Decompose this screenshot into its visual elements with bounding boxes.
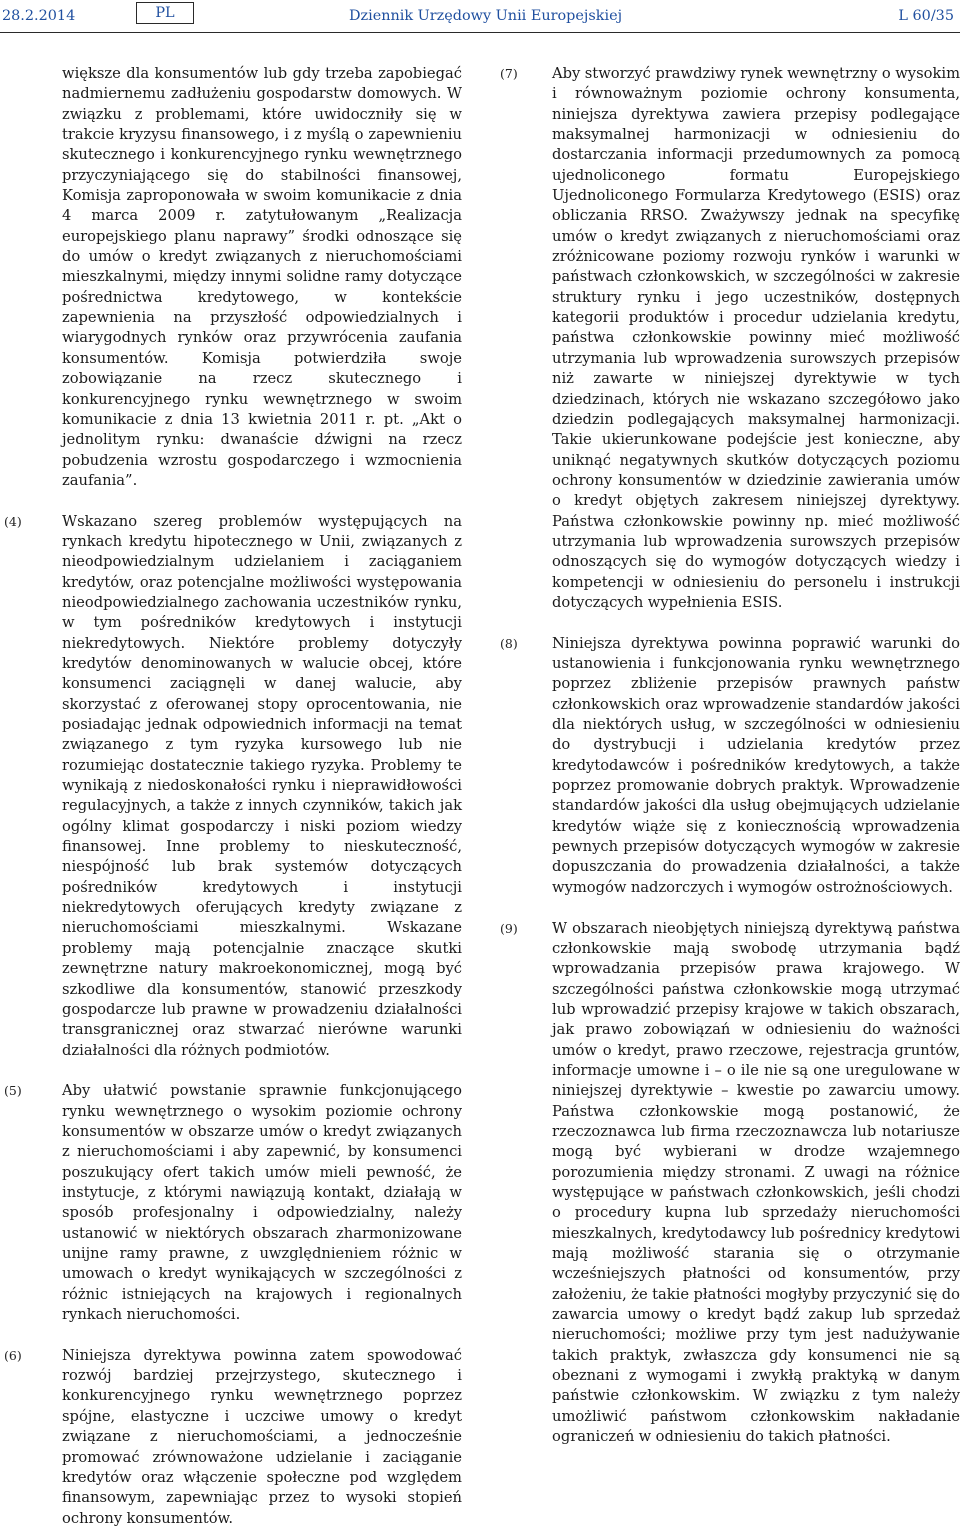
paragraph-continuation (0, 64, 462, 491)
recital-number: (9) (500, 920, 518, 936)
journal-title: Dziennik Urzędowy Unii Europejskiej (349, 8, 623, 24)
recital-6 (0, 1346, 462, 1529)
recital-text: Aby ułatwić powstanie sprawnie funkcjonującego rynku wewnętrznego o wysokim poziomie ochrony konsumentów w obszarze umów o kredyt związanych z nieruchomościami i aby zapewnić, by konsumenci poszukujący ofert takich umów mieli pewność, że instytucje, z którymi nawiązują kontakt, działają w sposób profesjonalny i odpowiedzialny, należy ustanowić w niektórych obszarach zharmonizowane unijne ramy prawne, z uwzględnieniem różnic w umowach o kredyt wynikających w szczególności z różnic istniejących na krajowych i regionalnych rynkach nieruchomości. (62, 1082, 462, 1324)
publication-date: 28.2.2014 (2, 8, 76, 24)
recital-text: Wskazano szereg problemów występujących na rynkach kredytu hipotecznego w Unii, związanych z nieodpowiedzialnym udzielaniem i zaciąganiem kredytów, oraz potencjalne możliwości występowania nieodpowiedzialnego zachowania uczestników rynku, w tym pośredników kredytowych i instytucji niekredytowych. Niektóre problemy dotyczyły kredytów denominowanych w walucie obcej, które konsumenci zaciągnęli w danej walucie, aby skorzystać z oferowanej stopy oprocentowania, nie posiadając jednak odpowiednich informacji na temat związanego z tym ryzyka kursowego lub nie rozumiejąc dostatecznie takiego ryzyka. Problemy te wynikają z niedoskonałości rynku i nieprawidłowości regulacyjnych, a także z innych czynników, takich jak ogólny klimat gospodarczy i niski poziom wiedzy finansowej. Inne problemy to nieskuteczność, niespójność lub brak systemów dotyczących pośredników kredytowych i instytucji niekredytowych oferujących kredyty związane z nieruchomościami mieszkalnymi. Wskazane problemy mają potencjalnie znaczące skutki zewnętrzne natury makroekonomicznej, mogą być szkodliwe dla konsumentów, stanowić przeszkody gospodarcze lub prawne w prowadzeniu działalności transgranicznej oraz stwarzać nierówne warunki działalności dla różnych podmiotów. (62, 512, 462, 1059)
page-number: L 60/35 (898, 8, 954, 24)
recital-4 (0, 512, 462, 1061)
recital-number: (7) (500, 66, 518, 81)
header-rule (0, 32, 960, 33)
paragraph-text: większe dla konsumentów lub gdy trzeba zapobiegać nadmiernemu zadłużeniu gospodarstw domowych. W związku z problemami, które uwidoczniły się w trakcie kryzysu finansowego, i z myślą o zapewnieniu skutecznego i konkurencyjnego rynku wewnętrznego przyczyniającego się do stabilności finansowej, Komisja zaproponowała w swoim komunikacie z dnia 4 marca 2009 r. zatytułowanym „Realizacja europejskiego planu naprawy” środki odnoszące się do umów o kredyt związanych z nieruchomościami mieszkalnymi, między innymi solidne ramy dotyczące pośrednictwa kredytowego, w kontekście zapewnienia na przyszłość odpowiedzialnych i wiarygodnych rynków oraz przywrócenia zaufania konsumentów. Komisja potwierdziła swoje zobowiązanie na rzecz skutecznego i konkurencyjnego rynku wewnętrznego w swoim komunikacie z dnia 13 kwietnia 2011 r. pt. „Akt o jednolitym rynku: dwanaście dźwigni na rzecz pobudzenia wzrostu gospodarczego i wzmocnienia zaufania”. (62, 65, 462, 489)
page-header (0, 0, 960, 34)
recital-number: (6) (4, 1347, 22, 1363)
recital-text: Niniejsza dyrektywa powinna zatem spowodować rozwój bardziej przejrzystego, skutecznego i konkurencyjnego rynku wewnętrznego poprzez spójne, elastyczne i uczciwe umowy o kredyt związane z nieruchomościami, a jednocześnie promować zrównoważone udzielanie i zaciąganie kredytów oraz włączenie społeczne pod względem finansowym, zapewniając przez to wysoki stopień ochrony konsumentów. (62, 1346, 462, 1527)
language-badge: PL (136, 2, 194, 24)
recital-5 (0, 1081, 462, 1325)
recital-text: Niniejsza dyrektywa powinna poprawić warunki do ustanowienia i funkcjonowania rynku wewnętrznego poprzez zbliżenie przepisów prawnych państw członkowskich oraz wprowadzenie standardów jakości dla niektórych usług, w szczególności w odniesieniu do dystrybucji i udzielania kredytów przez kredytodawców i pośredników kredytowych, a także poprzez promowanie dobrych praktyk. Wprowadzenie standardów jakości dla usług obejmujących udzielanie kredytów wiąże się z koniecznością wprowadzenia pewnych przepisów dotyczących wymogów w zakresie dopuszczania do prowadzenia działalności, a także wymogów nadzorczych i wymogów ostrożnościowych. (552, 634, 960, 896)
recital-number: (5) (4, 1083, 22, 1099)
recital-8 (500, 634, 960, 898)
recital-7 (500, 64, 960, 613)
recital-number: (4) (4, 513, 22, 529)
recital-text: Aby stworzyć prawdziwy rynek wewnętrzny o wysokim i równoważnym poziomie ochrony konsumenta, niniejsza dyrektywa zawiera przepisy podlegające maksymalnej harmonizacji w odniesieniu do dostarczania informacji przedumownych za pomocą ujednoliconego formatu Europejskiego Ujednoliconego Formularza Kredytowego (ESIS) oraz obliczania RRSO. Zważywszy jednak na specyfikę umów o kredyt związanych z nieruchomościami oraz zróżnicowane poziomy rozwoju rynków i warunki w państwach członkowskich, w szczególności w zakresie struktury rynku i jego uczestników, dostępnych kategorii produktów i procedur udzielania kredytu, państwa członkowskie powinny mieć możliwość utrzymania lub wprowadzenia surowszych przepisów niż zawarte w niniejszej dyrektywie w tych dziedzinach, których nie wskazano szczegółowo jako dziedzin podlegających maksymalnej harmonizacji. Takie ukierunkowane podejście jest konieczne, aby uniknąć negatywnych skutków dotyczących poziomu ochrony konsumentów w dziedzinie zawierania umów o kredyt objętych zakresem niniejszej dyrektywy. Państwa członkowskie powinny np. mieć możliwość utrzymania lub wprowadzenia surowszych przepisów odnoszących się do wymogów dotyczących wiedzy i kompetencji w odniesieniu do personelu i instrukcji dotyczących wypełnienia ESIS. (552, 65, 960, 611)
left-column (0, 64, 462, 1529)
recital-9 (500, 919, 960, 1448)
right-column (500, 64, 960, 1447)
recital-text: W obszarach nieobjętych niniejszą dyrektywą państwa członkowskie mają swobodę utrzymania bądź wprowadzania przepisów prawa krajowego. W szczególności państwa członkowskie mogą utrzymać lub wprowadzić przepisy krajowe w takich obszarach, jak prawo zobowiązań w odniesieniu do ważności umów o kredyt, prawo rzeczowe, rejestracja gruntów, informacje umowne i – o ile nie są one uregulowane w niniejszej dyrektywie – kwestie po zawarciu umowy. Państwa członkowskie mogą postanowić, że rzeczoznawca lub firma rzeczoznawcza lub notariusze mogą być wybierani w drodze wzajemnego porozumienia między stronami. Z uwagi na różnice występujące w państwach członkowskich, jeśli chodzi o procedury kupna lub sprzedaży nieruchomości mieszkalnych, kredytodawcy lub pośrednicy kredytowi mają możliwość starania się o otrzymanie wcześniejszych płatności od konsumentów, przy założeniu, że takie płatności mogłyby przyczynić się do zawarcia umowy o kredyt bądź zakup lub sprzedaż nieruchomości; możliwe przy tym jest nadużywanie takich praktyk, zwłaszcza gdy konsumenci nie są obeznani z wymogami i zwykłą praktyką w danym państwie członkowskim. W związku z tym należy umożliwić państwom członkowskim nakładanie ograniczeń w odniesieniu do takich płatności. (552, 919, 960, 1446)
recital-number: (8) (500, 635, 518, 651)
